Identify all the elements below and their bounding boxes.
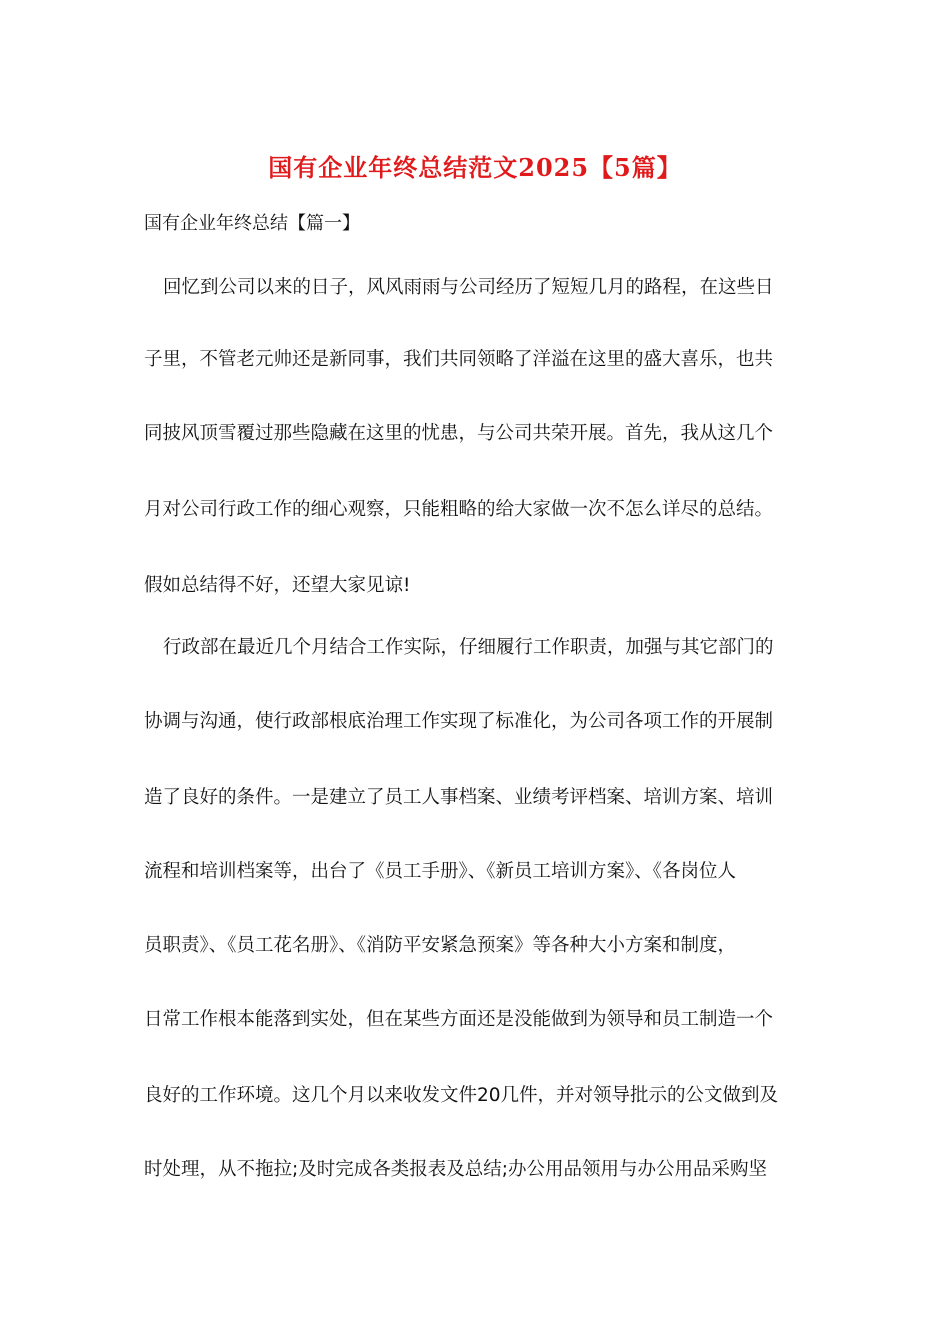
paragraph-line: 时处理，从不拖拉;及时完成各类报表及总结;办公用品领用与办公用品采购坚: [144, 1159, 767, 1180]
paragraph-line: 良好的工作环境。这几个月以来收发文件20几件，并对领导批示的公文做到及: [144, 1085, 779, 1106]
paragraph-line: 假如总结得不好，还望大家见谅!: [144, 575, 411, 596]
paragraph-line: 流程和培训档案等，出台了《员工手册》、《新员工培训方案》、《各岗位人: [144, 861, 737, 882]
paragraph-line: 协调与沟通，使行政部根底治理工作实现了标准化，为公司各项工作的开展制: [144, 711, 774, 732]
paragraph-line: 员职责》、《员工花名册》、《消防平安紧急预案》等各种大小方案和制度，: [144, 935, 737, 956]
paragraph-line: 造了良好的条件。一是建立了员工人事档案、业绩考评档案、培训方案、培训: [144, 787, 774, 808]
paragraph-line: 月对公司行政工作的细心观察，只能粗略的给大家做一次不怎么详尽的总结。: [144, 499, 774, 520]
paragraph-line: 子里，不管老元帅还是新同事，我们共同领略了洋溢在这里的盛大喜乐，也共: [144, 349, 774, 370]
paragraph-line: 回忆到公司以来的日子，风风雨雨与公司经历了短短几月的路程，在这些日: [163, 277, 774, 298]
document-title: 国有企业年终总结范文2025【5篇】: [268, 153, 682, 182]
paragraph-line: 日常工作根本能落到实处，但在某些方面还是没能做到为领导和员工制造一个: [144, 1009, 774, 1030]
paragraph-line: 同披风顶雪覆过那些隐藏在这里的忧患，与公司共荣开展。首先，我从这几个: [144, 423, 774, 444]
section-heading: 国有企业年终总结【篇一】: [144, 213, 360, 234]
paragraph-line: 行政部在最近几个月结合工作实际，仔细履行工作职责，加强与其它部门的: [163, 637, 774, 658]
